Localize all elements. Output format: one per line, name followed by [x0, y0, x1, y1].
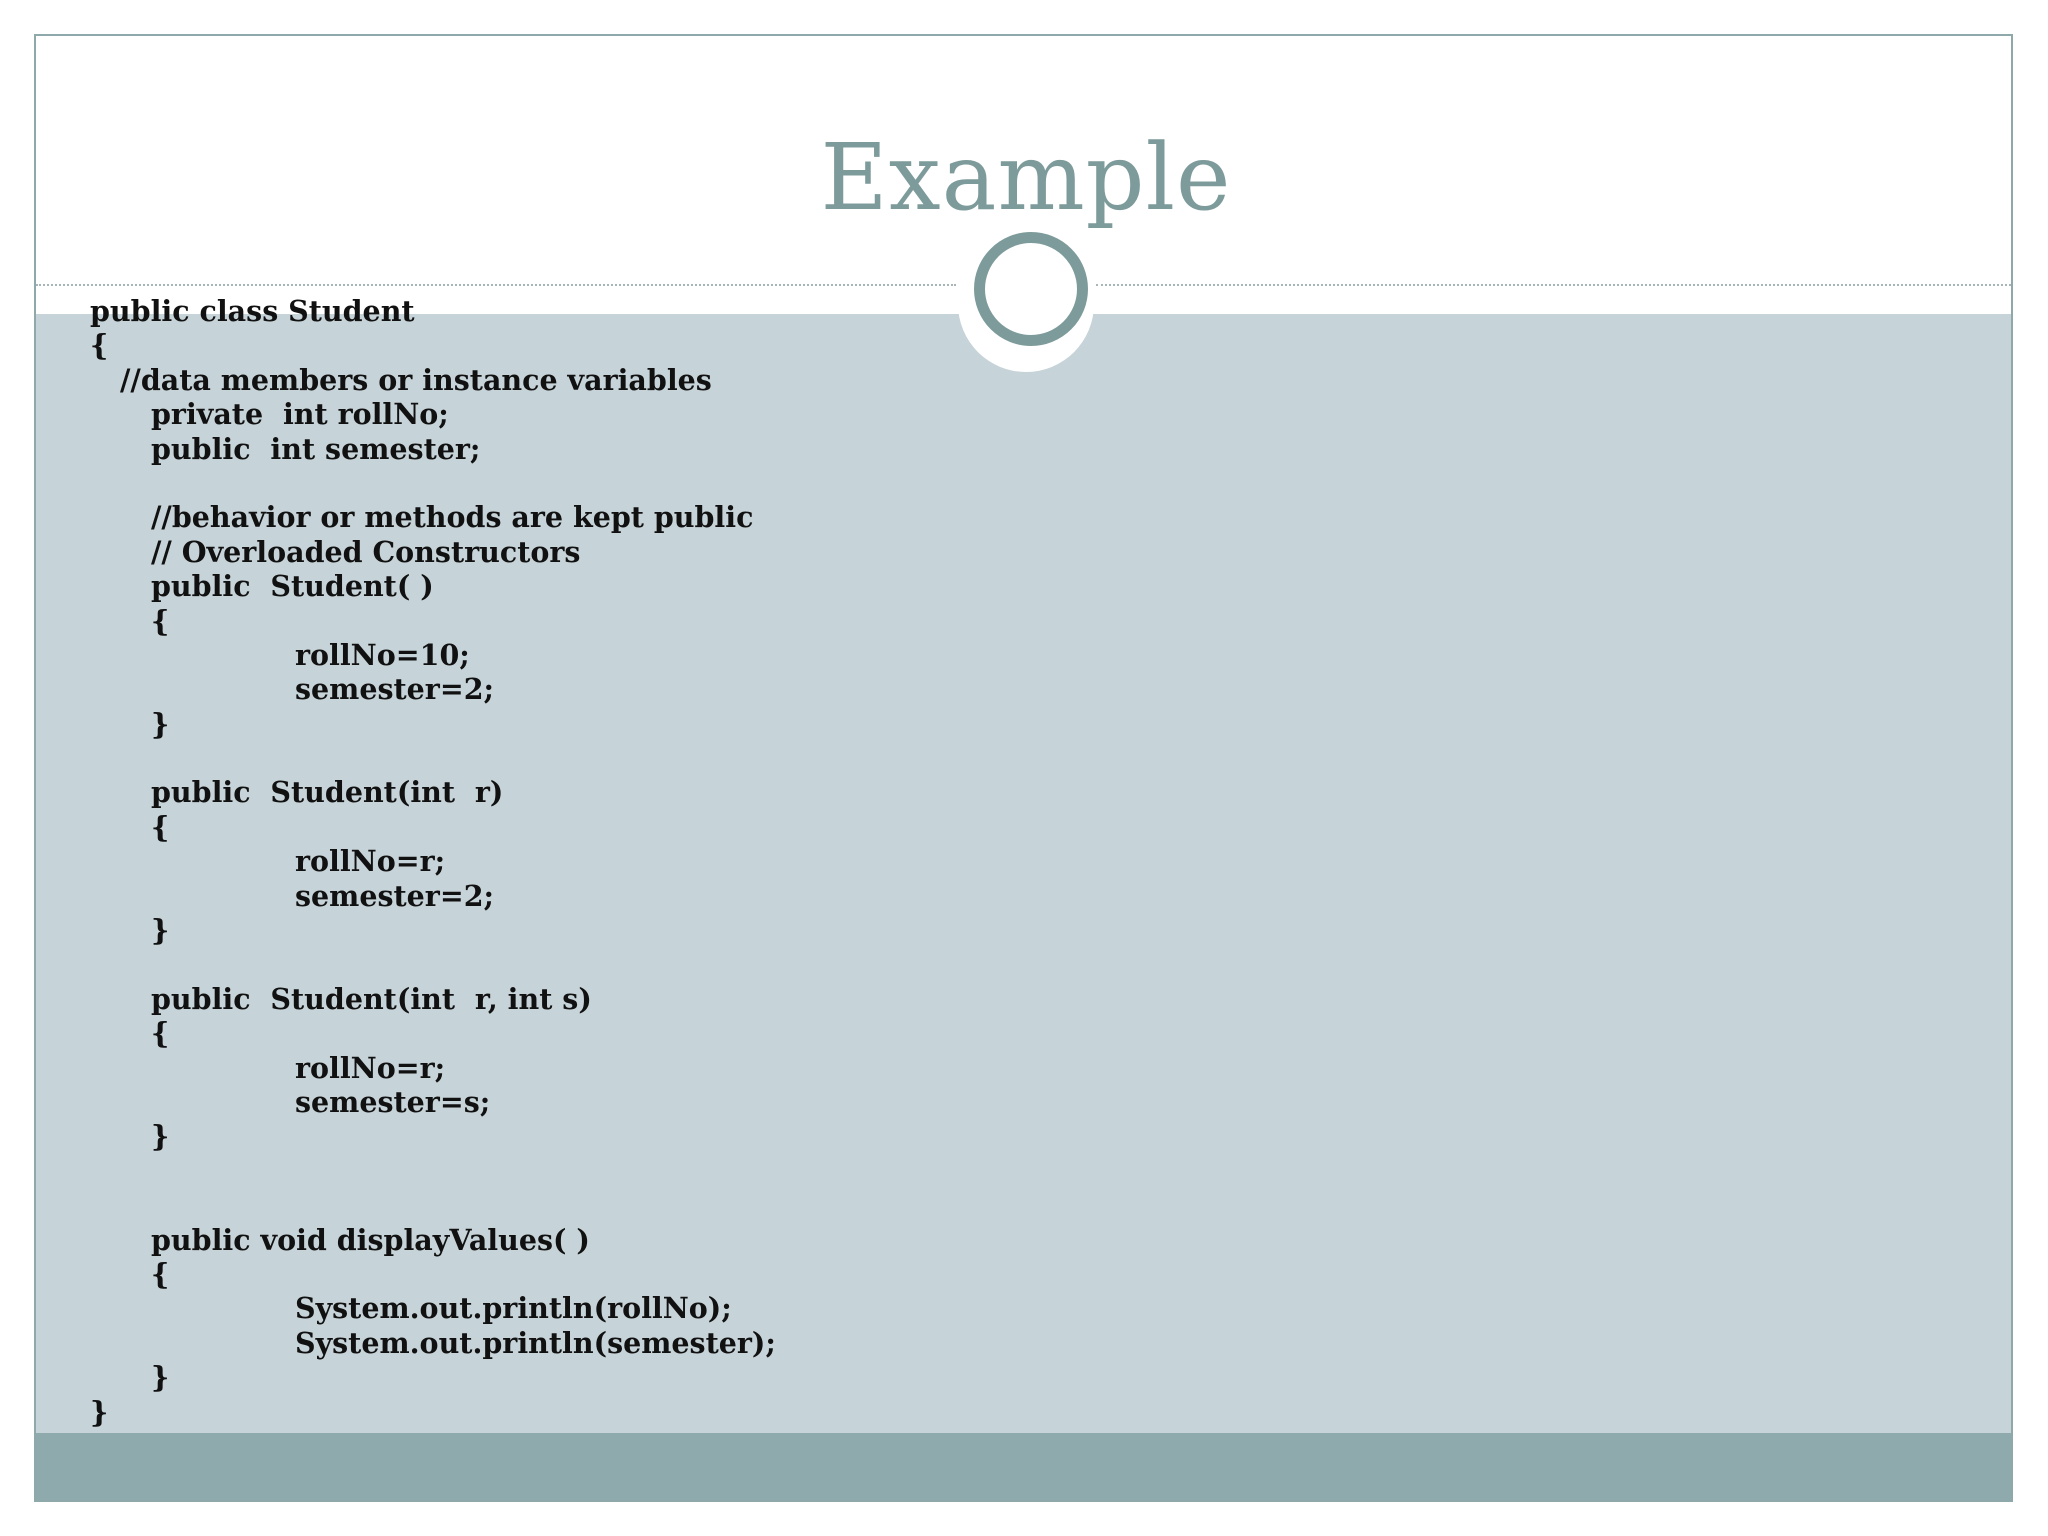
code-line: public Student(int r, int s) — [151, 981, 592, 1016]
code-line — [90, 947, 776, 981]
code-line: { — [151, 603, 170, 638]
code-line: System.out.println(semester); — [295, 1325, 776, 1360]
code-line: //data members or instance variables — [120, 362, 712, 397]
code-line: rollNo=10; — [295, 637, 470, 672]
code-line: } — [151, 1119, 170, 1154]
code-line: { — [151, 809, 170, 844]
code-line: rollNo=r; — [295, 1050, 446, 1085]
code-line: } — [151, 913, 170, 948]
code-line: public void displayValues( ) — [151, 1222, 590, 1257]
slide-title: Example — [820, 124, 1232, 231]
code-line: rollNo=r; — [295, 844, 446, 879]
slide — [34, 34, 2013, 1502]
code-line — [90, 1154, 776, 1188]
code-line: { — [151, 1256, 170, 1291]
code-line — [90, 741, 776, 775]
code-line: semester=s; — [295, 1084, 491, 1119]
code-line: } — [151, 1360, 170, 1395]
code-line: //behavior or methods are kept public — [151, 500, 754, 535]
code-line: } — [151, 706, 170, 741]
title-divider-left — [36, 284, 956, 286]
code-line: System.out.println(rollNo); — [295, 1291, 732, 1326]
code-line: // Overloaded Constructors — [151, 534, 581, 569]
code-line: { — [90, 328, 109, 363]
code-block — [90, 294, 776, 1429]
ring-circle-icon — [974, 232, 1088, 346]
code-line: public Student(int r) — [151, 775, 504, 810]
footer-band — [36, 1433, 2011, 1502]
code-line: { — [151, 1016, 170, 1051]
code-line — [90, 466, 776, 500]
code-line: public class Student — [90, 294, 415, 328]
title-divider-right — [1096, 284, 2013, 286]
code-line: } — [90, 1394, 109, 1429]
code-line: public int semester; — [151, 431, 481, 466]
code-line: semester=2; — [295, 672, 495, 707]
code-line: public Student( ) — [151, 569, 434, 604]
code-line — [90, 1188, 776, 1222]
code-line: private int rollNo; — [151, 397, 449, 432]
code-line: semester=2; — [295, 878, 495, 913]
